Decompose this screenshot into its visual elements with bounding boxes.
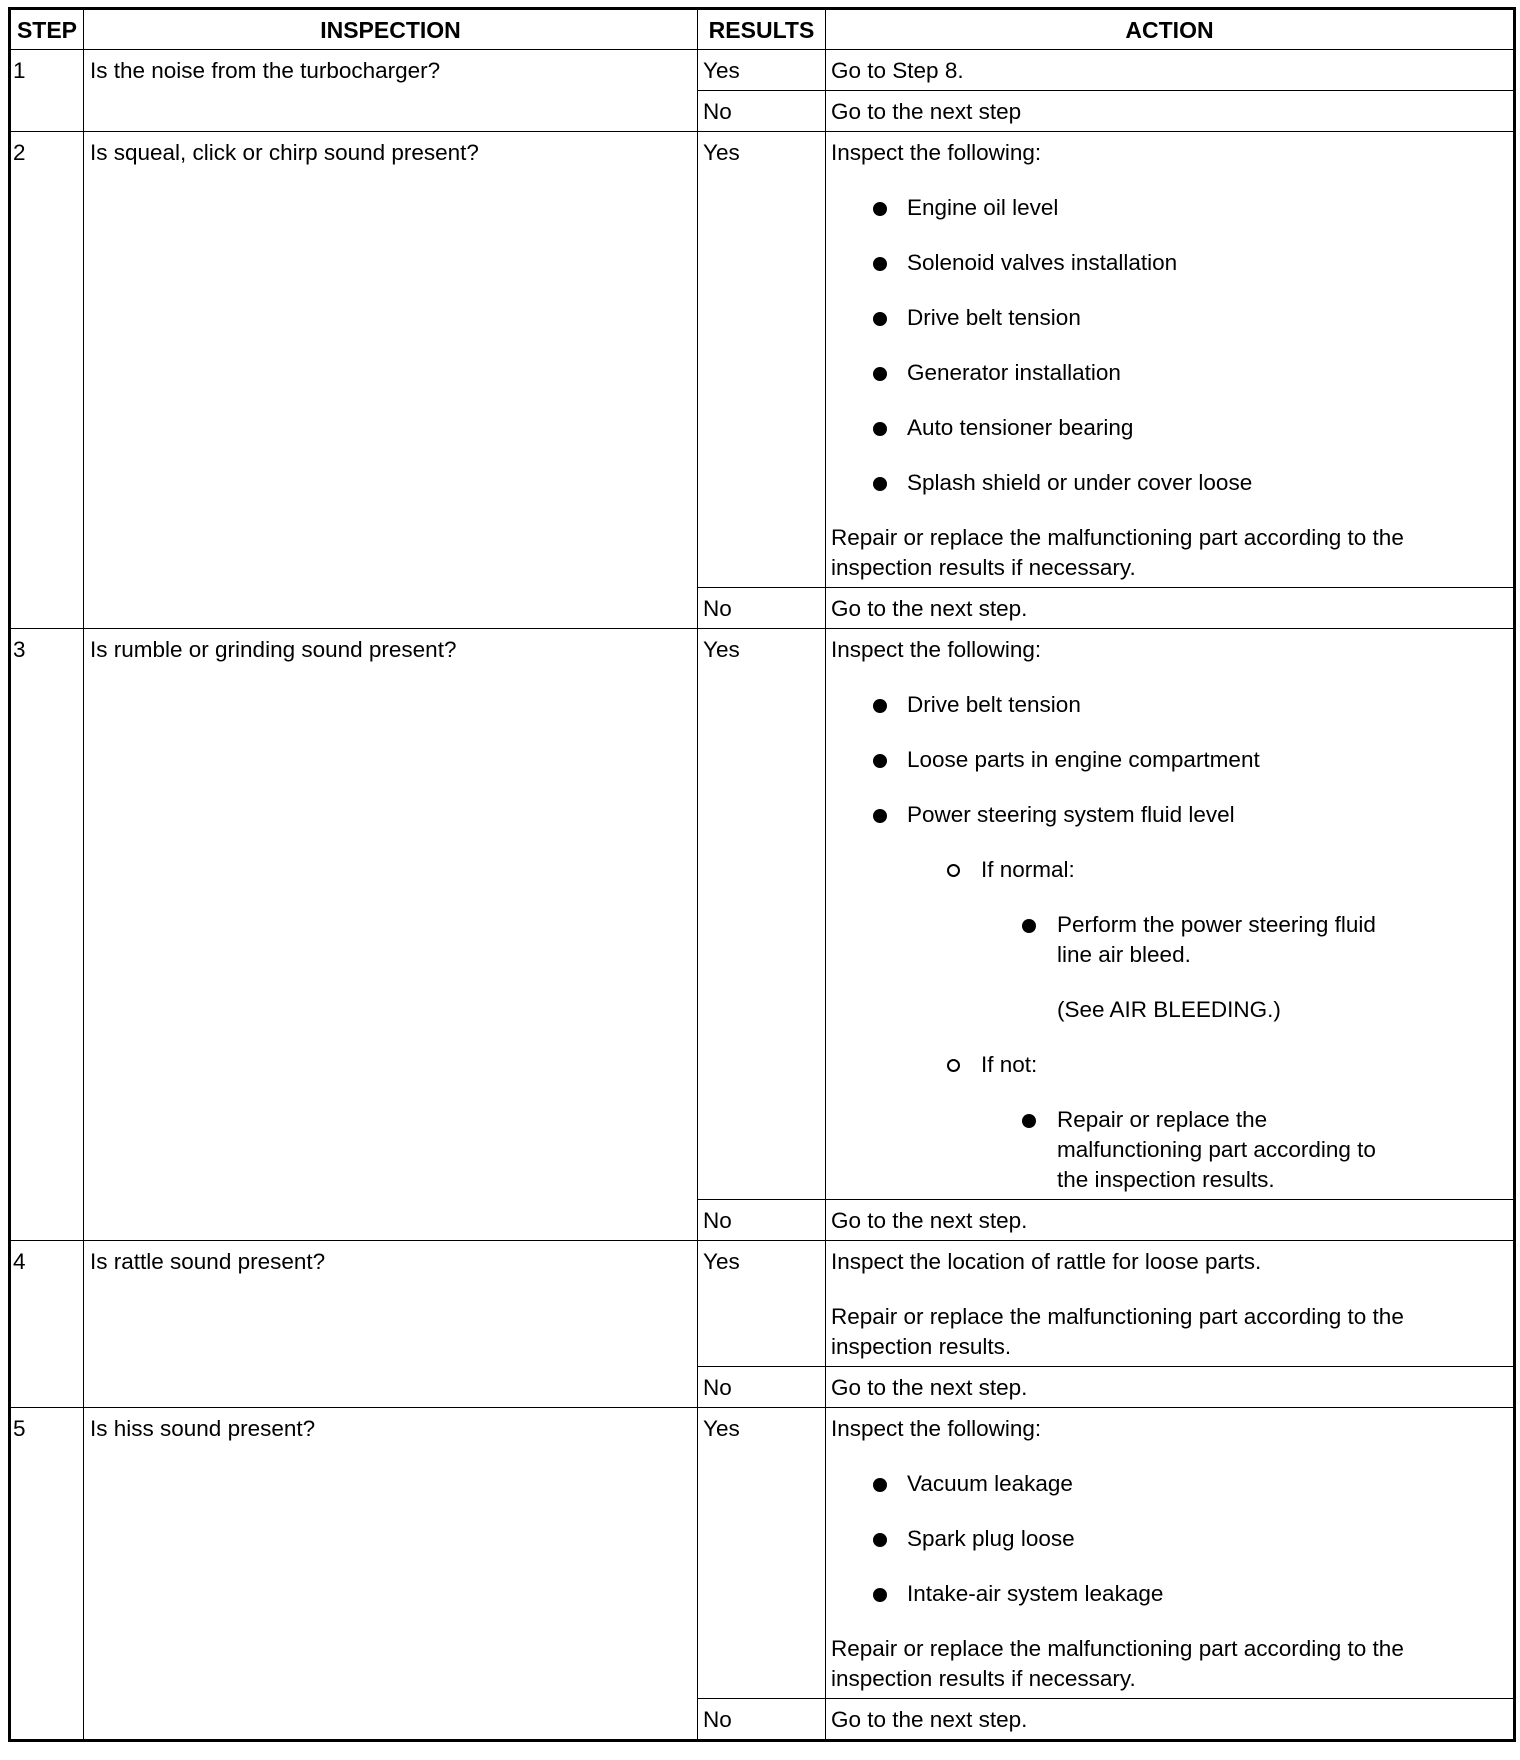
action-yes: Go to Step 8. [826,50,1515,91]
action-yes [826,1408,1515,1699]
sub-sub-list-item [831,1105,1509,1195]
list-item-text: Auto tensioner bearing [907,415,1134,440]
hollow-bullet-icon [947,1059,960,1072]
list-item-text: Drive belt tension [907,305,1081,330]
result-no: No [698,588,826,629]
table-row [10,132,1515,588]
bullet-icon [873,754,887,768]
inspection-question: Is rattle sound present? [84,1241,698,1408]
result-yes: Yes [698,132,826,588]
action-intro: Inspect the location of rattle for loose parts. [831,1249,1262,1274]
list-item [831,1579,1509,1609]
sub-sub-list-item [831,910,1509,970]
list-item [831,745,1509,775]
action-intro: Inspect the following: [831,637,1042,662]
list-item [831,468,1509,498]
list-item-text-line: the inspection results. [1057,1167,1275,1192]
list-item [831,413,1509,443]
list-item [831,303,1509,333]
result-no: No [698,1699,826,1741]
inspection-question: Is hiss sound present? [84,1408,698,1741]
bullet-icon [873,202,887,216]
list-item-text-line: Repair or replace the [1057,1107,1268,1132]
list-item-text-line: Perform the power steering fluid [1057,912,1376,937]
action-yes [826,629,1515,1200]
bullet-icon [873,312,887,326]
list-item-text: Solenoid valves installation [907,250,1178,275]
result-yes: Yes [698,629,826,1200]
header-step: STEP [10,9,84,50]
list-item [831,193,1509,223]
action-no: Go to the next step. [826,1367,1515,1408]
bullet-icon [873,699,887,713]
list-item-text: Splash shield or under cover loose [907,470,1253,495]
header-results: RESULTS [698,9,826,50]
bullet-icon [1022,919,1036,933]
result-no: No [698,1367,826,1408]
diagnostic-table [8,7,1516,1742]
result-no: No [698,91,826,132]
step-number: 5 [10,1408,84,1741]
result-yes: Yes [698,1408,826,1699]
action-outro: Repair or replace the malfunctioning part according to the inspection results if necessary. [831,525,1404,580]
list-item-text: Loose parts in engine compartment [907,747,1260,772]
action-no: Go to the next step. [826,588,1515,629]
bullet-icon [873,367,887,381]
list-item-text: Generator installation [907,360,1121,385]
bullet-icon [873,809,887,823]
list-item-text-line: malfunctioning part according to [1057,1137,1376,1162]
list-item [831,358,1509,388]
result-yes: Yes [698,50,826,91]
bullet-icon [873,1533,887,1547]
action-intro: Inspect the following: [831,140,1042,165]
action-no: Go to the next step. [826,1200,1515,1241]
list-item-text-line: line air bleed. [1057,942,1191,967]
list-item-text: Spark plug loose [907,1526,1075,1551]
action-intro: Inspect the following: [831,1416,1042,1441]
inspection-question: Is the noise from the turbocharger? [84,50,698,132]
header-row [10,9,1515,50]
action-yes [826,132,1515,588]
hollow-bullet-icon [947,864,960,877]
list-item-text: Vacuum leakage [907,1471,1073,1496]
sub-list-item [831,855,1509,885]
bullet-icon [873,257,887,271]
step-number: 3 [10,629,84,1241]
step-number: 4 [10,1241,84,1408]
list-item [831,1524,1509,1554]
bullet-icon [1022,1114,1036,1128]
list-item [831,800,1509,830]
inspection-question: Is squeal, click or chirp sound present? [84,132,698,629]
table-row [10,1241,1515,1367]
bullet-icon [873,1588,887,1602]
step-number: 1 [10,50,84,132]
bullet-icon [873,422,887,436]
list-item-text: Power steering system fluid level [907,802,1235,827]
condition-label: If not: [981,1052,1038,1077]
diagnostic-procedure-document [8,7,1513,1742]
list-item [831,1469,1509,1499]
reference-note: (See AIR BLEEDING.) [1057,997,1281,1022]
inspection-question: Is rumble or grinding sound present? [84,629,698,1241]
list-item [831,690,1509,720]
bullet-icon [873,477,887,491]
step-number: 2 [10,132,84,629]
result-yes: Yes [698,1241,826,1367]
condition-label: If normal: [981,857,1075,882]
table-row [10,50,1515,91]
result-no: No [698,1200,826,1241]
list-item [831,248,1509,278]
action-yes [826,1241,1515,1367]
list-item-text: Drive belt tension [907,692,1081,717]
table-row [10,1408,1515,1699]
action-outro: Repair or replace the malfunctioning part according to the inspection results. [831,1304,1404,1359]
header-inspection: INSPECTION [84,9,698,50]
bullet-icon [873,1478,887,1492]
action-no: Go to the next step. [826,1699,1515,1741]
sub-list-item [831,1050,1509,1080]
action-no: Go to the next step [826,91,1515,132]
header-action: ACTION [826,9,1515,50]
action-outro: Repair or replace the malfunctioning part according to the inspection results if necessary. [831,1636,1404,1691]
list-item-text: Engine oil level [907,195,1059,220]
list-item-text: Intake-air system leakage [907,1581,1164,1606]
table-row [10,629,1515,1200]
